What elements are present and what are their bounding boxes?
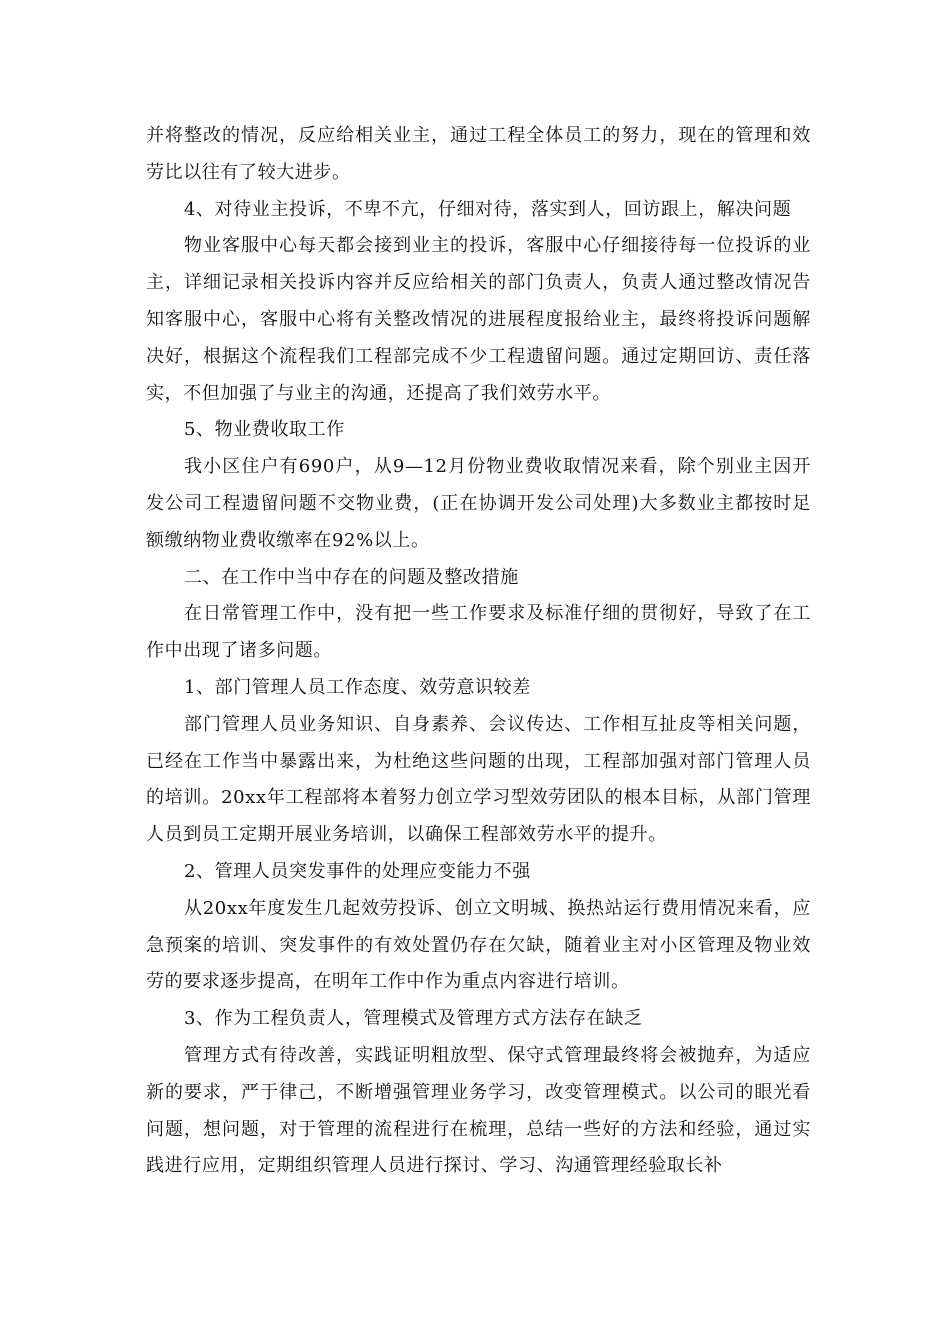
paragraph-property-fee: 我小区住户有690户，从9—12月份物业费收取情况来看，除个别业主因开发公司工程遗留问题不交物业费，(正在协调开发公司处理)大多数业主都按时足额缴纳物业费收缴率在92%以上。 bbox=[146, 456, 811, 551]
paragraph-staff-attitude: 部门管理人员业务知识、自身素养、会议传达、工作相互扯皮等相关问题，已经在工作当中暴露出来，为杜绝这些问题的出现，工程部加强对部门管理人员的培训。20xx年工程部将本着努力创立学习型效劳团队的根本目标，从部门管理人员到员工定期开展业务培训，以确保工程部效劳水平的提升。 bbox=[146, 713, 811, 846]
document-body bbox=[146, 118, 811, 1185]
section-heading-property-fee: 5、物业费收取工作 bbox=[184, 419, 345, 441]
paragraph-complaints: 物业客服中心每天都会接到业主的投诉，客服中心仔细接待每一位投诉的业主，详细记录相关投诉内容并反应给相关的部门负责人，负责人通过整改情况告知客服中心，客服中心将有关整改情况的进展程度报给业主，最终将投诉问题解决好，根据这个流程我们工程部完成不少工程遗留问题。通过定期回访、责任落实，不但加强了与业主的沟通，还提高了我们效劳水平。 bbox=[146, 235, 811, 404]
paragraph-continuation: 并将整改的情况，反应给相关业主，通过工程全体员工的努力，现在的管理和效劳比以往有了较大进步。 bbox=[146, 125, 811, 183]
paragraph-management-mode: 管理方式有待改善，实践证明粗放型、保守式管理最终将会被抛弃，为适应新的要求，严于律己，不断增强管理业务学习，改变管理模式。以公司的眼光看问题，想问题，对于管理的流程进行在梳理，总结一些好的方法和经验，通过实践进行应用，定期组织管理人员进行探讨、学习、沟通管理经验取长补 bbox=[146, 1044, 811, 1177]
paragraph-problems-intro: 在日常管理工作中，没有把一些工作要求及标准仔细的贯彻好，导致了在工作中出现了诸多问题。 bbox=[146, 603, 811, 662]
paragraph-emergency: 从20xx年度发生几起效劳投诉、创立文明城、换热站运行费用情况来看，应急预案的培训、突发事件的有效处置仍存在欠缺，随着业主对小区管理及物业效劳的要求逐步提高，在明年工作中作为重点内容进行培训。 bbox=[146, 897, 811, 993]
section-heading-problems: 二、在工作中当中存在的问题及整改措施 bbox=[184, 566, 519, 588]
section-heading-management-mode: 3、作为工程负责人，管理模式及管理方式方法存在缺乏 bbox=[184, 1008, 643, 1030]
section-heading-staff-attitude: 1、部门管理人员工作态度、效劳意识较差 bbox=[184, 676, 531, 698]
section-heading-emergency: 2、管理人员突发事件的处理应变能力不强 bbox=[184, 860, 531, 882]
section-heading-complaints: 4、对待业主投诉，不卑不亢，仔细对待，落实到人，回访跟上，解决问题 bbox=[184, 198, 792, 220]
